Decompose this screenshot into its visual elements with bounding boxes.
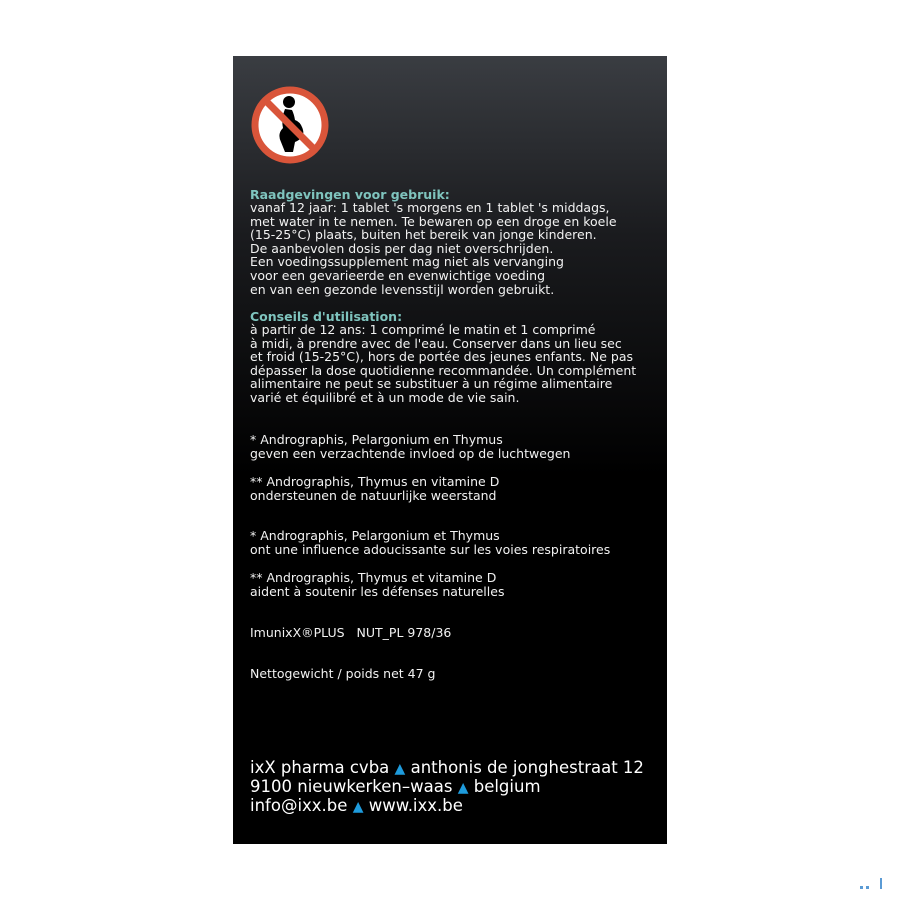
claim-fr-1: * Andrographis, Pelargonium et Thymus ont une influence adoucissante sur les voies respiratoires — [250, 528, 611, 557]
fr-instructions: à partir de 12 ans: 1 comprimé le matin et 1 comprimé à midi, à prendre avec de l'eau. Conserver dans un lieu sec et froid (15-25°C), hors de portée des jeunes enfants. Ne pas dépasser la dose quotidienne recommandée. Un complément alimentaire ne peut se substituer à un régime alimentaire varié et équilibré et à un mode de vie sain. — [250, 322, 637, 405]
nl-instructions: vanaf 12 jaar: 1 tablet 's morgens en 1 tablet 's middags, met water in te nemen. Te bewaren op een droge en koele (15-25°C) plaats, buiten het bereik van jonge kinderen. De aanbevolen dosis per dag niet overschrijden. Een voedingssupplement mag niet als vervanging voor een gevarieerde en evenwichtige voeding en van een gezonde levensstijl worden gebruikt. — [250, 200, 617, 297]
fr-heading: Conseils d'utilisation: — [250, 309, 403, 324]
blue-triangle-icon: ▲ — [457, 780, 469, 796]
claim-fr-2: ** Andrographis, Thymus et vitamine D aident à soutenir les défenses naturelles — [250, 570, 505, 599]
no-pregnancy-icon — [249, 84, 331, 166]
claim-nl-2: ** Andrographis, Thymus en vitamine D ondersteunen de natuurlijke weerstand — [250, 474, 500, 503]
footer-line-1: ixX pharma cvba ▲ anthonis de jonghestraat 12 — [250, 758, 644, 777]
website-link[interactable]: www.ixx.be — [368, 796, 463, 815]
net-weight: Nettogewicht / poids net 47 g — [250, 666, 436, 681]
email-link[interactable]: info@ixx.be — [250, 796, 348, 815]
blue-triangle-icon: ▲ — [394, 761, 406, 777]
product-name: ImunixX®PLUS — [250, 625, 345, 640]
product-code: NUT_PL 978/36 — [356, 625, 452, 640]
corner-mark-icon — [852, 872, 892, 892]
claim-nl-1: * Andrographis, Pelargonium en Thymus geven een verzachtende invloed op de luchtwegen — [250, 432, 571, 461]
footer-line-2: 9100 nieuwkerken–waas ▲ belgium — [250, 777, 541, 796]
blue-triangle-icon: ▲ — [352, 799, 364, 815]
footer-line-3 — [250, 796, 463, 817]
nl-heading: Raadgevingen voor gebruik: — [250, 187, 450, 202]
product-id — [250, 626, 451, 640]
